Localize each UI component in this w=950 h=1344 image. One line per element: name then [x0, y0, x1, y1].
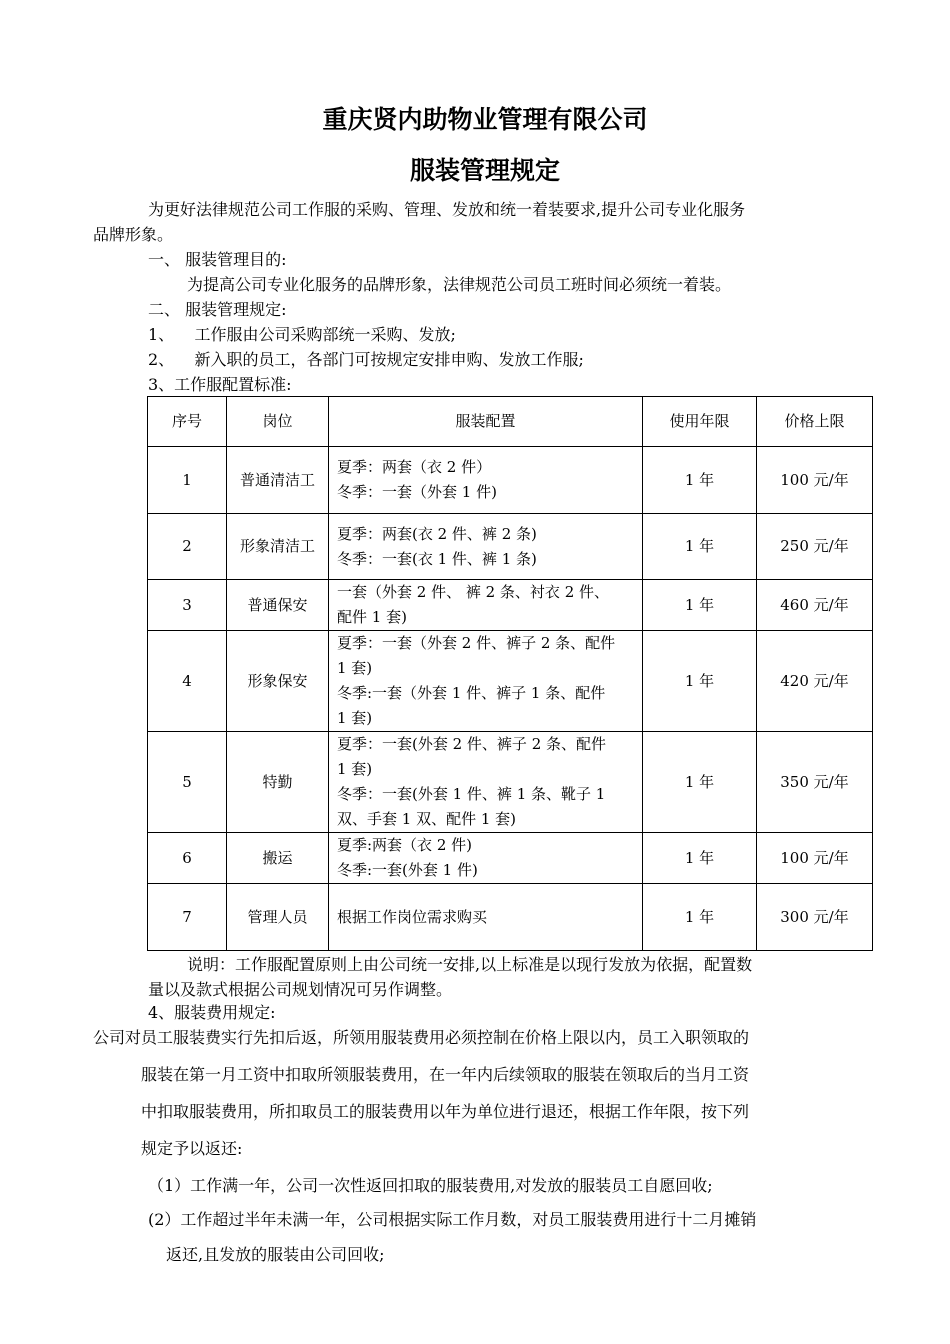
cell-post: 形象清洁工 — [227, 514, 329, 580]
rule-3: 3、工作服配置标准: — [148, 375, 292, 394]
config-line: 根据工作岗位需求购买 — [337, 907, 488, 926]
cell-years: 1 年 — [643, 447, 757, 514]
note-line2: 量以及款式根据公司规划情况可另作调整。 — [148, 980, 453, 999]
cell-post: 搬运 — [227, 833, 329, 884]
table-row — [148, 580, 873, 631]
header-cell-years: 使用年限 — [643, 397, 757, 447]
config-line: 1 套) — [337, 709, 373, 727]
table-row — [148, 884, 873, 951]
cell-no: 3 — [148, 580, 227, 631]
config-line: 夏季:两套（衣 2 件) — [337, 836, 472, 854]
cell-post: 普通清洁工 — [227, 447, 329, 514]
cell-no: 5 — [148, 732, 227, 833]
table-row — [148, 732, 873, 833]
cell-price: 250 元/年 — [757, 514, 873, 580]
fee-paragraph-line: 规定予以返还: — [141, 1139, 243, 1158]
config-line: 冬季：一套（外套 1 件) — [337, 483, 497, 501]
cell-years: 1 年 — [643, 732, 757, 833]
config-line: 双、手套 1 双、配件 1 套) — [337, 810, 517, 828]
cell-no: 7 — [148, 884, 227, 951]
config-line: 冬季：一套(衣 1 件、裤 1 条) — [337, 549, 537, 568]
config-line: 1 套) — [337, 760, 373, 778]
cell-price: 420 元/年 — [757, 631, 873, 732]
rule-1: 1、 工作服由公司采购部统一采购、发放; — [148, 325, 456, 344]
cell-post: 普通保安 — [227, 580, 329, 631]
cell-post: 形象保安 — [227, 631, 329, 732]
config-line: 夏季：一套(外套 2 件、裤子 2 条、配件 — [337, 735, 607, 753]
rule-2: 2、 新入职的员工，各部门可按规定安排申购、发放工作服; — [148, 350, 584, 369]
cell-no: 6 — [148, 833, 227, 884]
table-header-row — [148, 397, 873, 447]
rule-item-1: （1）工作满一年，公司一次性返回扣取的服装费用,对发放的服装员工自愿回收; — [148, 1176, 713, 1195]
config-line: 夏季：两套(衣 2 件、裤 2 条) — [337, 524, 537, 543]
table-row — [148, 631, 873, 732]
cell-years: 1 年 — [643, 884, 757, 951]
cell-post: 管理人员 — [227, 884, 329, 951]
cell-config — [329, 514, 643, 580]
cell-price: 100 元/年 — [757, 833, 873, 884]
fee-paragraph-line: 公司对员工服装费实行先扣后返，所领用服装费用必须控制在价格上限以内，员工入职领取的 — [93, 1028, 750, 1047]
intro-paragraph-line1: 为更好法律规范公司工作服的采购、管理、发放和统一着装要求,提升公司专业化服务 — [148, 200, 746, 219]
cell-config — [329, 884, 643, 951]
fee-paragraph-line: 服装在第一月工资中扣取所领服装费用，在一年内后续领取的服装在领取后的当月工资 — [141, 1065, 750, 1084]
cell-post: 特勤 — [227, 732, 329, 833]
section1-body: 为提高公司专业化服务的品牌形象，法律规范公司员工班时间必须统一着装。 — [187, 275, 732, 294]
header-cell-config: 服装配置 — [329, 397, 643, 447]
cell-price: 100 元/年 — [757, 447, 873, 514]
config-line: 配件 1 套) — [337, 608, 407, 626]
cell-years: 1 年 — [643, 580, 757, 631]
rule-item-2-line1: (2）工作超过半年未满一年，公司根据实际工作月数，对员工服装费用进行十二月摊销 — [148, 1210, 757, 1229]
cell-config — [329, 631, 643, 732]
cell-price: 300 元/年 — [757, 884, 873, 951]
cell-config — [329, 580, 643, 631]
note-line1: 说明：工作服配置原则上由公司统一安排,以上标准是以现行发放为依据，配置数 — [187, 955, 753, 974]
header-cell-post: 岗位 — [227, 397, 329, 447]
section4-heading: 4、服装费用规定: — [148, 1003, 276, 1022]
cell-years: 1 年 — [643, 833, 757, 884]
section2-heading: 二、 服装管理规定: — [148, 300, 287, 319]
rule-item-2-line2: 返还,且发放的服装由公司回收; — [166, 1245, 385, 1264]
cell-years: 1 年 — [643, 514, 757, 580]
config-line: 冬季:一套（外套 1 件、裤子 1 条、配件 — [337, 684, 606, 702]
config-line: 1 套) — [337, 659, 373, 677]
uniform-config-table — [147, 396, 873, 951]
cell-config — [329, 833, 643, 884]
config-line: 冬季:一套(外套 1 件) — [337, 861, 478, 879]
cell-no: 2 — [148, 514, 227, 580]
cell-years: 1 年 — [643, 631, 757, 732]
config-line: 夏季：两套（衣 2 件） — [337, 458, 492, 476]
cell-no: 4 — [148, 631, 227, 732]
header-cell-no: 序号 — [148, 397, 227, 447]
cell-price: 460 元/年 — [757, 580, 873, 631]
cell-config — [329, 447, 643, 514]
table-row — [148, 447, 873, 514]
header-cell-price: 价格上限 — [757, 397, 873, 447]
section1-heading: 一、 服装管理目的: — [148, 250, 287, 269]
company-title: 重庆贤内助物业管理有限公司 — [322, 105, 648, 134]
config-line: 冬季：一套(外套 1 件、裤 1 条、靴子 1 — [337, 785, 606, 803]
fee-paragraph-line: 中扣取服装费用，所扣取员工的服装费用以年为单位进行退还，根据工作年限，按下列 — [141, 1102, 750, 1121]
cell-no: 1 — [148, 447, 227, 514]
table-row — [148, 833, 873, 884]
config-line: 夏季：一套（外套 2 件、裤子 2 条、配件 — [337, 634, 616, 652]
table-row — [148, 514, 873, 580]
cell-config — [329, 732, 643, 833]
document-title: 服装管理规定 — [409, 156, 560, 185]
cell-price: 350 元/年 — [757, 732, 873, 833]
config-line: 一套（外套 2 件、 裤 2 条、衬衣 2 件、 — [337, 583, 610, 601]
intro-paragraph-line2: 品牌形象。 — [93, 225, 174, 244]
